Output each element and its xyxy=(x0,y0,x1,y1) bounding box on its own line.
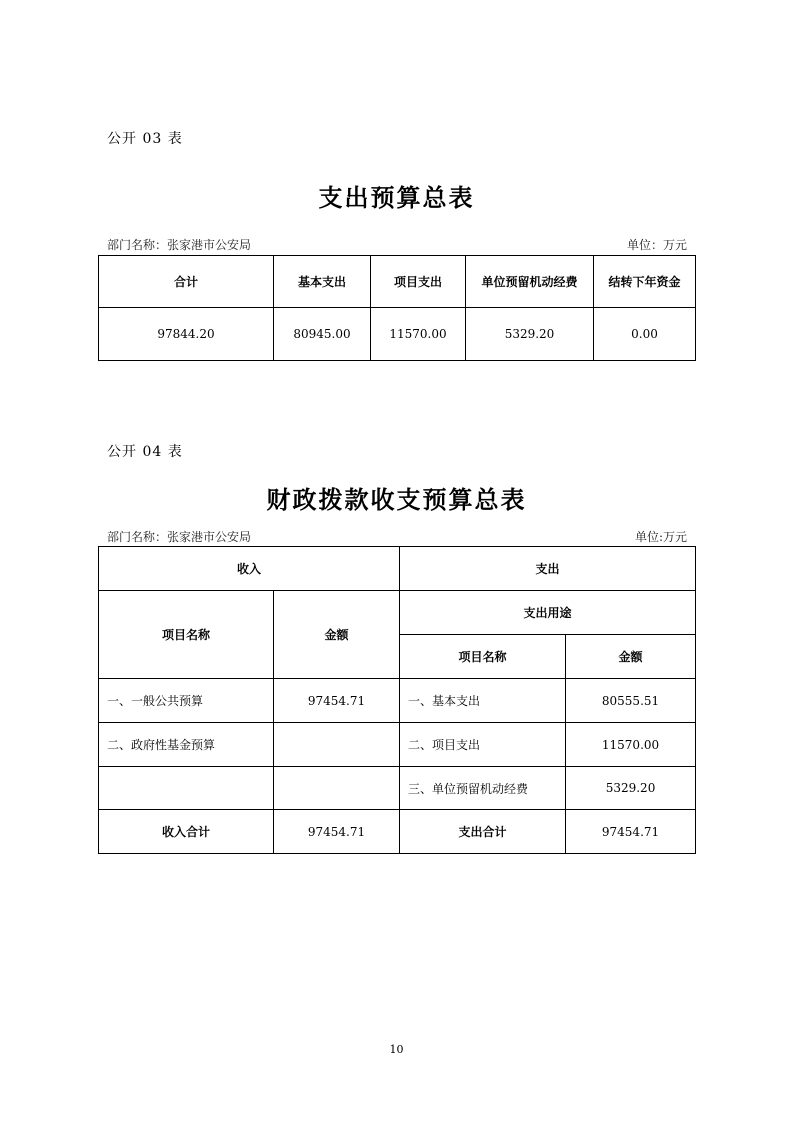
expense-item: 二、项目支出 xyxy=(400,723,566,767)
income-amount: 97454.71 xyxy=(274,679,400,723)
header-carryover: 结转下年资金 xyxy=(594,256,696,308)
table04-dept: 部门名称：张家港市公安局 xyxy=(107,530,252,544)
table-row xyxy=(99,767,696,810)
value-carryover: 0.00 xyxy=(594,308,696,361)
income-total: 97454.71 xyxy=(274,810,400,854)
expense-purpose-header: 支出用途 xyxy=(400,591,696,635)
income-header: 收入 xyxy=(99,547,400,591)
table03-dept: 部门名称：张家港市公安局 xyxy=(107,238,252,252)
value-basic: 80945.00 xyxy=(274,308,371,361)
table-row xyxy=(99,723,696,767)
fiscal-budget-table xyxy=(98,546,696,854)
income-amount xyxy=(274,723,400,767)
income-amount xyxy=(274,767,400,810)
header-basic: 基本支出 xyxy=(274,256,371,308)
expense-header: 支出 xyxy=(400,547,696,591)
table04-title: 财政拨款收支预算总表 xyxy=(266,485,527,514)
table03-label: 公开 03 表 xyxy=(107,131,183,147)
table04-label: 公开 04 表 xyxy=(107,444,183,460)
table-header-row xyxy=(99,547,696,591)
value-total: 97844.20 xyxy=(99,308,274,361)
income-item: 二、政府性基金预算 xyxy=(99,723,274,767)
expense-total: 97454.71 xyxy=(566,810,696,854)
table03-unit: 单位：万元 xyxy=(626,238,687,252)
header-reserve: 单位预留机动经费 xyxy=(466,256,594,308)
expense-budget-table xyxy=(98,255,696,361)
expense-amount: 5329.20 xyxy=(566,767,696,810)
expense-amount: 11570.00 xyxy=(566,723,696,767)
table04-unit: 单位:万元 xyxy=(634,530,687,544)
table-row xyxy=(99,308,696,361)
expense-total-label: 支出合计 xyxy=(400,810,566,854)
income-item xyxy=(99,767,274,810)
expense-amount-header: 金额 xyxy=(566,635,696,679)
value-project: 11570.00 xyxy=(371,308,466,361)
expense-amount: 80555.51 xyxy=(566,679,696,723)
income-total-label: 收入合计 xyxy=(99,810,274,854)
income-item-name-header: 项目名称 xyxy=(99,591,274,679)
header-total: 合计 xyxy=(99,256,274,308)
table-total-row xyxy=(99,810,696,854)
table-header-row xyxy=(99,256,696,308)
table-row xyxy=(99,679,696,723)
expense-item-name-header: 项目名称 xyxy=(400,635,566,679)
expense-item: 一、基本支出 xyxy=(400,679,566,723)
income-amount-header: 金额 xyxy=(274,591,400,679)
value-reserve: 5329.20 xyxy=(466,308,594,361)
income-item: 一、一般公共预算 xyxy=(99,679,274,723)
page-number: 10 xyxy=(389,1043,404,1056)
expense-item: 三、单位预留机动经费 xyxy=(400,767,566,810)
header-project: 项目支出 xyxy=(371,256,466,308)
table03-title: 支出预算总表 xyxy=(318,183,475,212)
